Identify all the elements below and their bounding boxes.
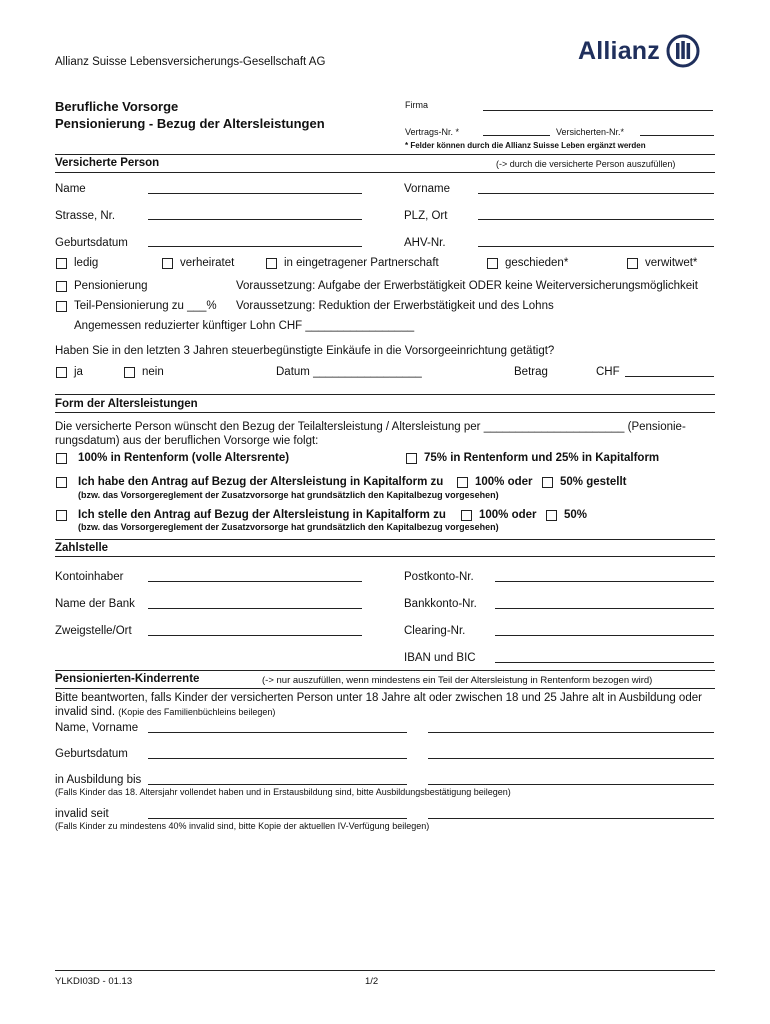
divider	[55, 394, 715, 395]
label-75-rente: 75% in Rentenform und 25% in Kapitalform	[424, 452, 660, 464]
note-invalid: (Falls Kinder zu mindestens 40% invalid sind, bitte Kopie der aktuellen IV-Verfügung beilegen)	[55, 821, 430, 831]
checkbox-partnerschaft[interactable]	[266, 258, 277, 269]
note-familienbuechlein: (Kopie des Familienbüchleins beilegen)	[118, 707, 276, 717]
section-form-altersleistungen: Form der Altersleistungen	[55, 398, 198, 410]
title-sub: Pensionierung - Bezug der Altersleistungen	[55, 116, 325, 131]
label-plz-ort: PLZ, Ort	[404, 210, 448, 222]
label-100-rente: 100% in Rentenform (volle Altersrente)	[78, 452, 290, 464]
field-ausbildung-2[interactable]	[428, 784, 714, 785]
logo-text: Allianz	[578, 36, 660, 65]
text-kinder-1: Bitte beantworten, falls Kinder der versicherten Person unter 18 Jahre alt oder zwischen 18 und 25 Jahre alt in Ausbildung oder	[55, 692, 702, 704]
checkbox-geschieden[interactable]	[487, 258, 498, 269]
label-strasse: Strasse, Nr.	[55, 210, 116, 222]
label-ledig: ledig	[74, 257, 99, 269]
checkbox-pensionierung[interactable]	[56, 281, 67, 292]
label-invalid-seit: invalid seit	[55, 808, 109, 820]
field-bank[interactable]	[148, 608, 362, 609]
field-vertrags-nr[interactable]	[483, 135, 550, 136]
divider	[55, 412, 715, 413]
label-ausbildung: in Ausbildung bis	[55, 774, 142, 786]
field-strasse[interactable]	[148, 219, 362, 220]
checkbox-ja[interactable]	[56, 367, 67, 378]
checkbox-antrag-stellen-50[interactable]	[546, 510, 557, 521]
field-kind-name-2[interactable]	[428, 732, 714, 733]
label-vorname: Vorname	[404, 183, 451, 195]
checkbox-nein[interactable]	[124, 367, 135, 378]
label-kontoinhaber: Kontoinhaber	[55, 571, 124, 583]
field-clearing[interactable]	[495, 635, 714, 636]
label-geschieden: geschieden*	[505, 257, 569, 269]
label-nein: nein	[142, 366, 164, 378]
title-main: Berufliche Vorsorge	[55, 99, 179, 114]
checkbox-verwitwet[interactable]	[627, 258, 638, 269]
label-kind-name: Name, Vorname	[55, 722, 139, 734]
divider	[55, 539, 715, 540]
field-bankkonto[interactable]	[495, 608, 714, 609]
field-firma[interactable]	[483, 110, 713, 111]
checkbox-antrag-stellen-100[interactable]	[461, 510, 472, 521]
text-invalid-sind: invalid sind.	[55, 706, 116, 718]
text-voraussetzung-1: Voraussetzung: Aufgabe der Erwerbstätigkeit ODER keine Weiterversicherungsmöglichkeit	[236, 280, 698, 292]
divider	[55, 154, 715, 155]
section-kinderrente: Pensionierten-Kinderrente	[55, 673, 200, 685]
label-ahv-nr: AHV-Nr.	[404, 237, 446, 249]
field-betrag[interactable]	[625, 376, 714, 377]
section-zahlstelle: Zahlstelle	[55, 542, 109, 554]
label-antrag-stellen-100: 100% oder	[479, 509, 537, 521]
field-kontoinhaber[interactable]	[148, 581, 362, 582]
checkbox-antrag-gestellt[interactable]	[56, 477, 67, 488]
checkbox-antrag-stellen[interactable]	[56, 510, 67, 521]
label-kind-geburtsdatum: Geburtsdatum	[55, 748, 128, 760]
field-postkonto[interactable]	[495, 581, 714, 582]
label-bank: Name der Bank	[55, 598, 135, 610]
label-zweigstelle: Zweigstelle/Ort	[55, 625, 132, 637]
note-ausbildung: (Falls Kinder das 18. Altersjahr vollendet haben und in Erstausbildung sind, bitte Ausbildungsbestätigung beilegen)	[55, 787, 511, 797]
label-vertrags-nr: Vertrags-Nr. *	[405, 127, 460, 137]
footer-divider	[55, 970, 715, 971]
hint-versicherte-person: (-> durch die versicherte Person auszufüllen)	[496, 159, 676, 169]
checkbox-75-rente[interactable]	[406, 453, 417, 464]
divider	[55, 172, 715, 173]
field-name[interactable]	[148, 193, 362, 194]
text-bezug-1: Die versicherte Person wünscht den Bezug der Teilaltersleistung / Altersleistung per ______________________ (Pensionie-	[55, 421, 686, 433]
label-verwitwet: verwitwet*	[645, 257, 698, 269]
allianz-eagle-icon	[666, 34, 700, 68]
field-versicherten-nr[interactable]	[640, 135, 714, 136]
field-ahv-nr[interactable]	[478, 246, 714, 247]
text-kinder-2	[55, 706, 275, 718]
field-kind-name-1[interactable]	[148, 732, 407, 733]
label-betrag: Betrag	[514, 366, 548, 378]
label-reduzierter-lohn: Angemessen reduzierter künftiger Lohn CHF _________________	[74, 320, 415, 332]
field-iban-bic[interactable]	[495, 662, 714, 663]
label-versicherten-nr: Versicherten-Nr.*	[556, 127, 625, 137]
divider	[55, 670, 715, 671]
checkbox-ledig[interactable]	[56, 258, 67, 269]
section-versicherte-person: Versicherte Person	[55, 157, 160, 169]
label-chf: CHF	[596, 366, 620, 378]
label-name: Name	[55, 183, 86, 195]
label-antrag-gestellt: Ich habe den Antrag auf Bezug der Altersleistung in Kapitalform zu	[78, 476, 444, 488]
note-antrag-gestellt: (bzw. das Vorsorgereglement der Zusatzvorsorge hat grundsätzlich den Kapitalbezug vorgesehen)	[78, 490, 499, 500]
label-postkonto: Postkonto-Nr.	[404, 571, 474, 583]
field-kind-geburtsdatum-1[interactable]	[148, 758, 407, 759]
text-voraussetzung-2: Voraussetzung: Reduktion der Erwerbstätigkeit und des Lohns	[236, 300, 554, 312]
label-antrag-stellen-50: 50%	[564, 509, 588, 521]
question-einkaeufe: Haben Sie in den letzten 3 Jahren steuerbegünstigte Einkäufe in die Vorsorgeeinrichtung getätigt?	[55, 345, 555, 357]
label-partnerschaft: in eingetragener Partnerschaft	[284, 257, 439, 269]
text-bezug-2: rungsdatum) aus der beruflichen Vorsorge wie folgt:	[55, 435, 319, 447]
note-antrag-stellen: (bzw. das Vorsorgereglement der Zusatzvorsorge hat grundsätzlich den Kapitalbezug vorgesehen)	[78, 522, 499, 532]
label-antrag-gestellt-50: 50% gestellt	[560, 476, 627, 488]
label-iban-bic: IBAN und BIC	[404, 652, 476, 664]
label-geburtsdatum: Geburtsdatum	[55, 237, 128, 249]
note-pflichtfelder: * Felder können durch die Allianz Suisse Leben ergänzt werden	[405, 141, 646, 150]
company-name: Allianz Suisse Lebensversicherungs-Gesellschaft AG	[55, 56, 326, 68]
footer-page-number: 1/2	[365, 976, 379, 987]
footer-form-code: YLKDI03D - 01.13	[55, 976, 133, 987]
field-vorname[interactable]	[478, 193, 714, 194]
field-kind-geburtsdatum-2[interactable]	[428, 758, 714, 759]
allianz-logo	[578, 34, 700, 68]
checkbox-antrag-gestellt-100[interactable]	[457, 477, 468, 488]
label-firma: Firma	[405, 100, 428, 110]
label-clearing: Clearing-Nr.	[404, 625, 466, 637]
label-verheiratet: verheiratet	[180, 257, 235, 269]
checkbox-verheiratet[interactable]	[162, 258, 173, 269]
field-plz-ort[interactable]	[478, 219, 714, 220]
checkbox-teil-pensionierung[interactable]	[56, 301, 67, 312]
label-antrag-stellen: Ich stelle den Antrag auf Bezug der Altersleistung in Kapitalform zu	[78, 509, 446, 521]
hint-kinderrente: (-> nur auszufüllen, wenn mindestens ein Teil der Altersleistung in Rentenform bezogen wird)	[262, 675, 653, 686]
checkbox-antrag-gestellt-50[interactable]	[542, 477, 553, 488]
label-datum: Datum _________________	[276, 366, 422, 378]
label-antrag-gestellt-100: 100% oder	[475, 476, 533, 488]
field-geburtsdatum[interactable]	[148, 246, 362, 247]
divider	[55, 556, 715, 557]
label-bankkonto: Bankkonto-Nr.	[404, 598, 477, 610]
label-pensionierung: Pensionierung	[74, 280, 148, 292]
field-zweigstelle[interactable]	[148, 635, 362, 636]
checkbox-100-rente[interactable]	[56, 453, 67, 464]
label-ja: ja	[74, 366, 83, 378]
label-teil-pensionierung: Teil-Pensionierung zu ___%	[74, 300, 217, 312]
field-invalid-seit-2[interactable]	[428, 818, 714, 819]
field-ausbildung-1[interactable]	[148, 784, 407, 785]
field-invalid-seit-1[interactable]	[148, 818, 407, 819]
divider	[55, 688, 715, 689]
